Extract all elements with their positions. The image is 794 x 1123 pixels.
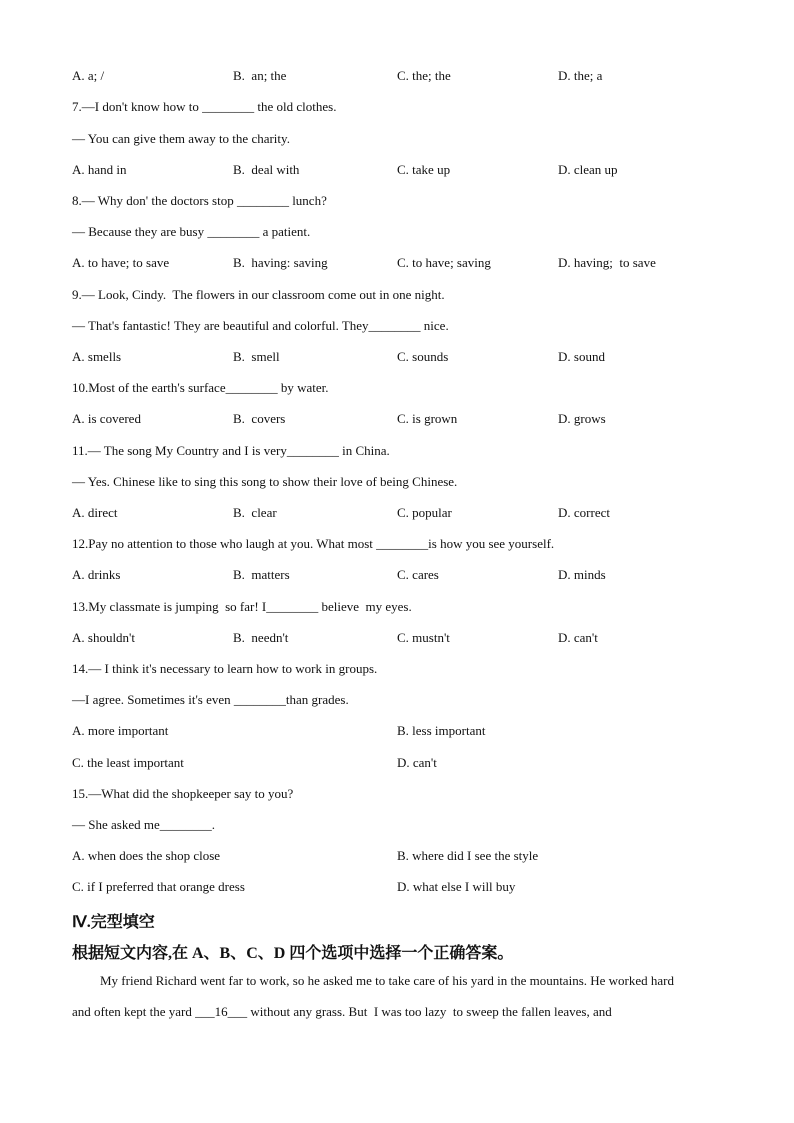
q14-question: 14.— I think it's necessary to learn how to work in groups.: [72, 661, 378, 676]
option-d: D. the; a: [558, 68, 603, 83]
option-a: A. direct: [72, 505, 118, 520]
q8-question: 8.— Why don' the doctors stop ________ lunch?: [72, 193, 327, 208]
q10-options: [72, 411, 732, 427]
q9-options: [72, 349, 732, 365]
option-d: D. what else I will buy: [397, 879, 516, 894]
q14-options-row-2: [72, 755, 732, 771]
option-c: C. take up: [397, 162, 451, 177]
q13-question: 13.My classmate is jumping so far! I________ believe my eyes.: [72, 599, 412, 614]
option-b: B. clear: [233, 505, 277, 520]
q11-options: [72, 505, 732, 521]
q12-question: 12.Pay no attention to those who laugh at you. What most ________is how you see yourself.: [72, 536, 555, 551]
option-c: C. the; the: [397, 68, 451, 83]
option-b: B. having: saving: [233, 255, 328, 270]
option-a: A. shouldn't: [72, 630, 136, 645]
q13-options: [72, 630, 732, 646]
option-c: C. is grown: [397, 411, 458, 426]
option-b: B. smell: [233, 349, 280, 364]
option-c: C. the least important: [72, 755, 184, 770]
option-d: D. sound: [558, 349, 605, 364]
option-b: B. an; the: [233, 68, 287, 83]
option-a: A. drinks: [72, 567, 121, 582]
option-d: D. grows: [558, 411, 606, 426]
option-a: A. when does the shop close: [72, 848, 221, 863]
q7-question: 7.—I don't know how to ________ the old clothes.: [72, 99, 337, 114]
option-d: D. correct: [558, 505, 610, 520]
option-c: C. mustn't: [397, 630, 450, 645]
option-b: B. matters: [233, 567, 290, 582]
q15-options-row-1: [72, 848, 732, 864]
q9-response: — That's fantastic! They are beautiful and colorful. They________ nice.: [72, 318, 449, 333]
q15-options-row-2: [72, 879, 732, 895]
passage-line-1: My friend Richard went far to work, so he asked me to take care of his yard in the mountains. He worked hard: [100, 973, 674, 988]
q11-response: — Yes. Chinese like to sing this song to show their love of being Chinese.: [72, 474, 458, 489]
option-a: A. a; /: [72, 68, 105, 83]
passage-line-2: and often kept the yard ___16___ without any grass. But I was too lazy to sweep the fallen leaves, and: [72, 1004, 612, 1019]
option-b: B. needn't: [233, 630, 289, 645]
q15-question: 15.—What did the shopkeeper say to you?: [72, 786, 294, 801]
q15-response: — She asked me________.: [72, 817, 215, 832]
option-c: C. sounds: [397, 349, 449, 364]
section-instruction: 根据短文内容,在 A、B、C、D 四个选项中选择一个正确答案。: [72, 945, 514, 962]
q7-options: [72, 162, 732, 178]
option-b: B. deal with: [233, 162, 300, 177]
option-d: D. having; to save: [558, 255, 656, 270]
q14-options-row-1: [72, 723, 732, 739]
q8-response: — Because they are busy ________ a patient.: [72, 224, 311, 239]
q8-options: [72, 255, 732, 271]
option-a: A. to have; to save: [72, 255, 170, 270]
option-c: C. cares: [397, 567, 439, 582]
option-b: B. covers: [233, 411, 286, 426]
option-a: A. is covered: [72, 411, 141, 426]
option-a: A. more important: [72, 723, 169, 738]
option-a: A. hand in: [72, 162, 127, 177]
q6-options: [72, 68, 732, 84]
q7-response: — You can give them away to the charity.: [72, 131, 290, 146]
q11-question: 11.— The song My Country and I is very________ in China.: [72, 443, 390, 458]
option-b: B. where did I see the style: [397, 848, 539, 863]
q12-options: [72, 567, 732, 583]
section-heading: Ⅳ.完型填空: [72, 914, 155, 931]
option-b: B. less important: [397, 723, 486, 738]
option-c: C. to have; saving: [397, 255, 491, 270]
option-d: D. clean up: [558, 162, 618, 177]
option-d: D. can't: [558, 630, 598, 645]
option-a: A. smells: [72, 349, 122, 364]
option-c: C. if I preferred that orange dress: [72, 879, 245, 894]
q10-question: 10.Most of the earth's surface________ by water.: [72, 380, 329, 395]
q14-response: —I agree. Sometimes it's even ________than grades.: [72, 692, 349, 707]
option-d: D. can't: [397, 755, 437, 770]
option-d: D. minds: [558, 567, 606, 582]
q9-question: 9.— Look, Cindy. The flowers in our classroom come out in one night.: [72, 287, 445, 302]
option-c: C. popular: [397, 505, 452, 520]
